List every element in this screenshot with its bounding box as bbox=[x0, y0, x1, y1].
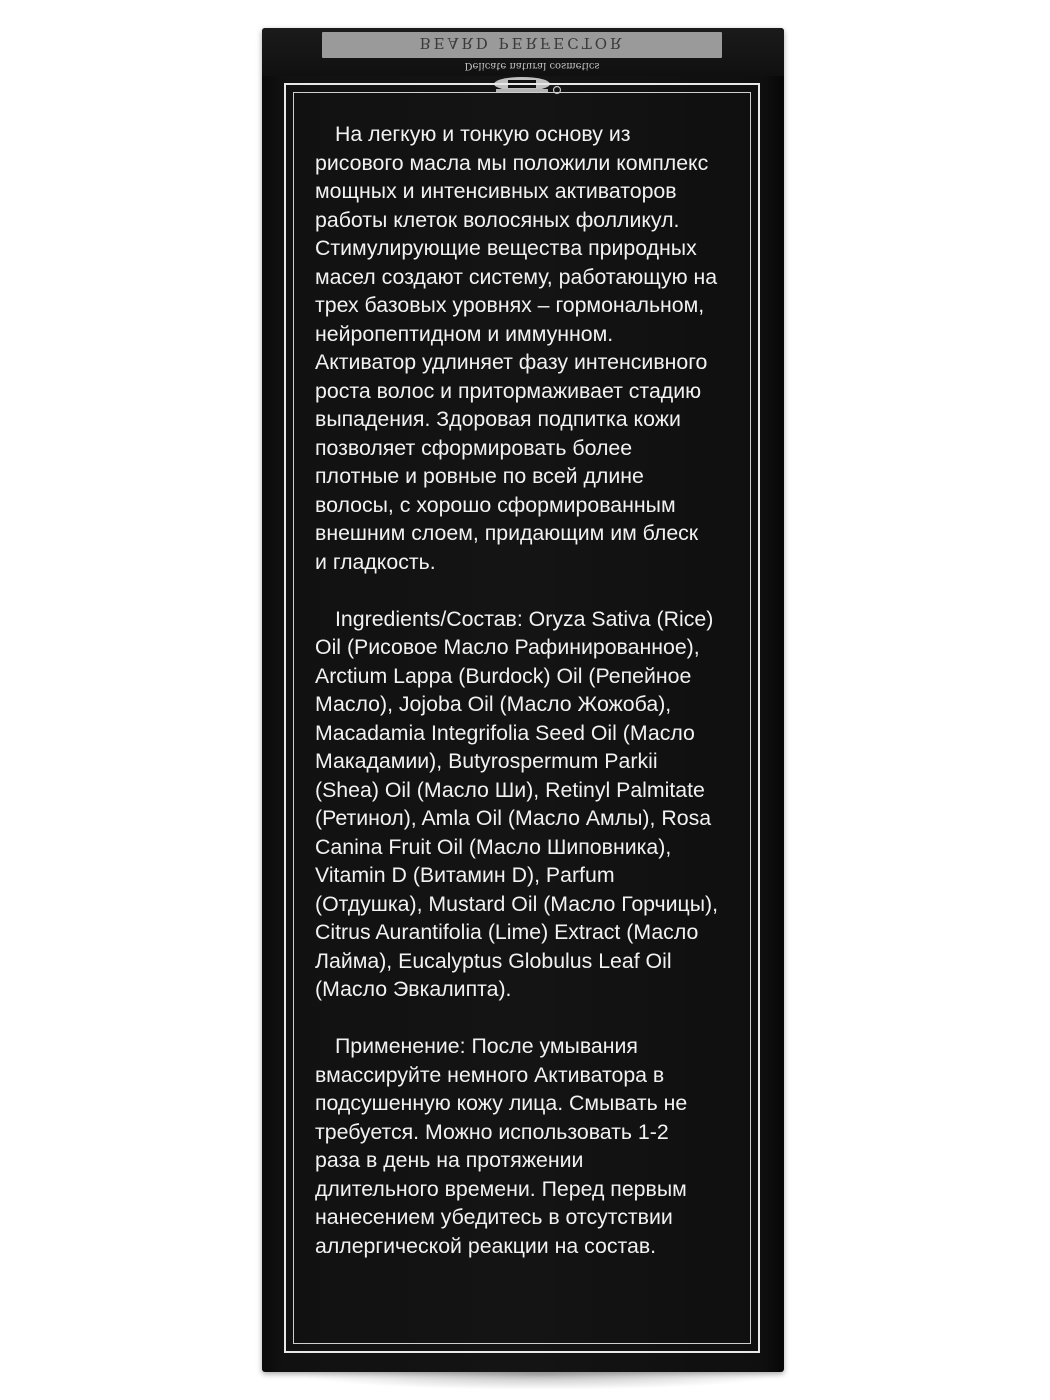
top-label bbox=[322, 32, 722, 58]
ingredients-paragraph bbox=[315, 605, 735, 1004]
description-text: На легкую и тонкую основу из рисового масла мы положили комплекс мощных и интенсивных активаторов работы клеток волосяных фолликул. Стимулирующие вещества природных масел создают систему, работающую на трех базовых уровнях – гормональном, нейропептидном и иммунном. Активатор удлиняет фазу интенсивного роста волос и притормаживает стадию выпадения. Здоровая подпитка кожи позволяет сформировать более плотные и ровные по всей длине волосы, с хорошо сформированным внешним слоем, придающим им блеск и гладкость. bbox=[315, 122, 718, 574]
usage-paragraph bbox=[315, 1032, 735, 1260]
product-box bbox=[262, 28, 784, 1372]
brand-subtitle: Delicate natural cosmetics bbox=[464, 60, 600, 71]
box-text-content bbox=[315, 120, 735, 1260]
usage-text: Применение: После умывания вмассируйте немного Активатора в подсушенную кожу лица. Смывать не требуется. Можно использовать 1-2 раза в день на протяжении длительного времени. Перед первым нанесением убедитесь в отсутствии аллергической реакции на состав. bbox=[315, 1034, 688, 1258]
description-paragraph bbox=[315, 120, 735, 576]
top-label-text: BEARD PERFECTOR bbox=[419, 34, 625, 52]
ingredients-text: Ingredients/Состав: Oryza Sativa (Rice) Oil (Рисовое Масло Рафинированное), Arctium Lappa (Burdock) Oil (Репейное Масло), Jojoba Oil (Масло Жожоба), Macadamia Integrifolia Seed Oil (Масло Макадамии), Butyrospermum Parkii (Shea) Oil (Масло Ши), Retinyl Palmitate (Ретинол), Amla Oil (Масло Амлы), Rosa Canina Fruit Oil (Масло Шиповника), Vitamin D (Витамин D), Parfum (Отдушка), Mustard Oil (Масло Горчицы), Citrus Aurantifolia (Lime) Extract (Масло Лайма), Eucalyptus Globulus Leaf Oil (Масло Эвкалипта). bbox=[315, 606, 719, 1001]
